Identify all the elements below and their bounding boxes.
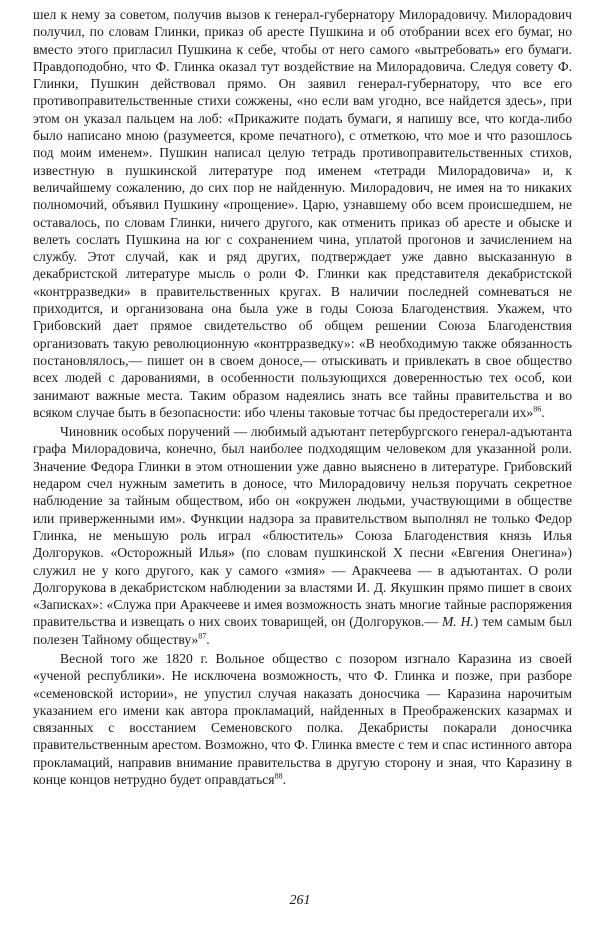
body-text [33, 6, 572, 788]
paragraph-2 [33, 423, 572, 648]
editor-initials: М. Н. [441, 614, 474, 630]
paragraph-2-text-continued: ) тем самым был полезен Тайному обществу» [33, 614, 572, 647]
paragraph-1-text: шел к нему за советом, получив вызов к генерал-губернатору Милорадовичу. Милорадович получил, по словам Глинки, приказ об аресте Пушкина и об отобрании всех его бумаг, но вместо этого пригласил Пушкина к себе, чтобы от него самого «вытребовать» его бумаги. Правдоподобно, что Ф. Глинка оказал тут воздействие на Милорадовича. Следуя совету Ф. Глинки, Пушкин действовал прямо. Он заявил генерал-губернатору, что все его противоправительственные стихи сожжены, «но если вам угодно, все найдется здесь», при этом он указал пальцем на лоб: «Прикажите подать бумаги, я напишу все, что когда-либо было написано мною (разумеется, кроме печатного), с отметкою, что мое и что разошлось под моим именем». Пушкин написал целую тетрадь противоправительственных стихов, известную в пушкинской литературе под именем «тетради Милорадовича» и, к величайшему сожалению, до сих пор не найденную. Милорадович, не имея на то никаких полномочий, объявил Пушкину «прощение». Царю, узнавшему обо всем происшедшем, не оставалось, по словам Глинки, ничего другого, как отменить приказ об аресте и обыске и велеть сослать Пушкина на юг с сохранением чина, уплатой прогонов и зачислением на службу. Этот случай, как и ряд других, подтверждает уже давно высказанную в декабристской литературе мысль о роли Ф. Глинки как представителя декабристской «контрразведки» в правительственных кругах. В наличии последней сомневаться не приходится, и организована она была уже в годы Союза Благоденствия. Укажем, что Грибовский дает прямое свидетельство об общем решении Союза Благоденствия организовать такую революционную «контрразведку»: «В необходимую также обязанность постановлялось,— пишет он в своем доносе,— отыскивать и привлекать в свое общество всех людей с дарованиями, в особенности пользующихся доверенностью тех особ, кои занимают важные места. Таким образом надеялись знать все тайны правительства и во всяком случае быть в безопасности: ибо члены таковые тотчас бы предостерегали их» [33, 7, 572, 420]
paragraph-3-text: Весной того же 1820 г. Вольное общество с позором изгнало Каразина из своей «ученой республики». Не исключена возможность, что Ф. Глинка и позже, при разборе «семеновской истории», не упустил случая наказать доносчика — Каразина нарочитым указанием его имени как автора прокламаций, найденных в Преображенских казармах и связанных с восстанием Семеновского полка. Декабристы покарали доносчика правительственным арестом. Возможно, что Ф. Глинка вместе с тем и спас истинного автора прокламаций, направив внимание правительства в другую сторону и зная, что Каразину в конце концов нетрудно будет оправдаться [33, 650, 572, 788]
paragraph-1-end: . [541, 404, 545, 420]
footnote-ref-88[interactable]: 88 [274, 771, 283, 781]
paragraph-3 [33, 650, 572, 788]
paragraph-2-text: Чиновник особых поручений — любимый адъютант петербургского генерал-адъютанта графа Милорадовича, конечно, был наиболее подходящим человеком для указанной роли. Значение Федора Глинки в этом отношении уже давно выяснено в литературе. Грибовский недаром счел нужным заметить в доносе, что Милорадовичу нельзя поручать секретное наблюдение за тайным обществом, ибо он «окружен людьми, участвующими в обществе или приверженными им». Функции надзора за правительством выполнял не только Федор Глинка, не меньшую роль играл «блюститель» Союза Благоденствия князь Илья Долгоруков. «Осторожный Илья» (по словам пушкинской X песни «Евгения Онегина») служил не у кого другого, как у самого «змия» — Аракчеева — в адъютантах. О роли Долгорукова в декабристском наблюдении за властями И. Д. Якушкин прямо пишет в своих «Записках»: «Служа при Аракчееве и имея возможность знать многие тайные распоряжения правительства и извещать о них своих товарищей, он (Долгоруков.— [33, 424, 572, 630]
footnote-ref-87[interactable]: 87 [198, 631, 207, 641]
footnote-ref-86[interactable]: 86 [533, 404, 542, 414]
paragraph-3-end: . [282, 772, 286, 788]
paragraph-1 [33, 6, 572, 421]
paragraph-2-end: . [206, 631, 210, 647]
page-number: 261 [289, 893, 311, 908]
